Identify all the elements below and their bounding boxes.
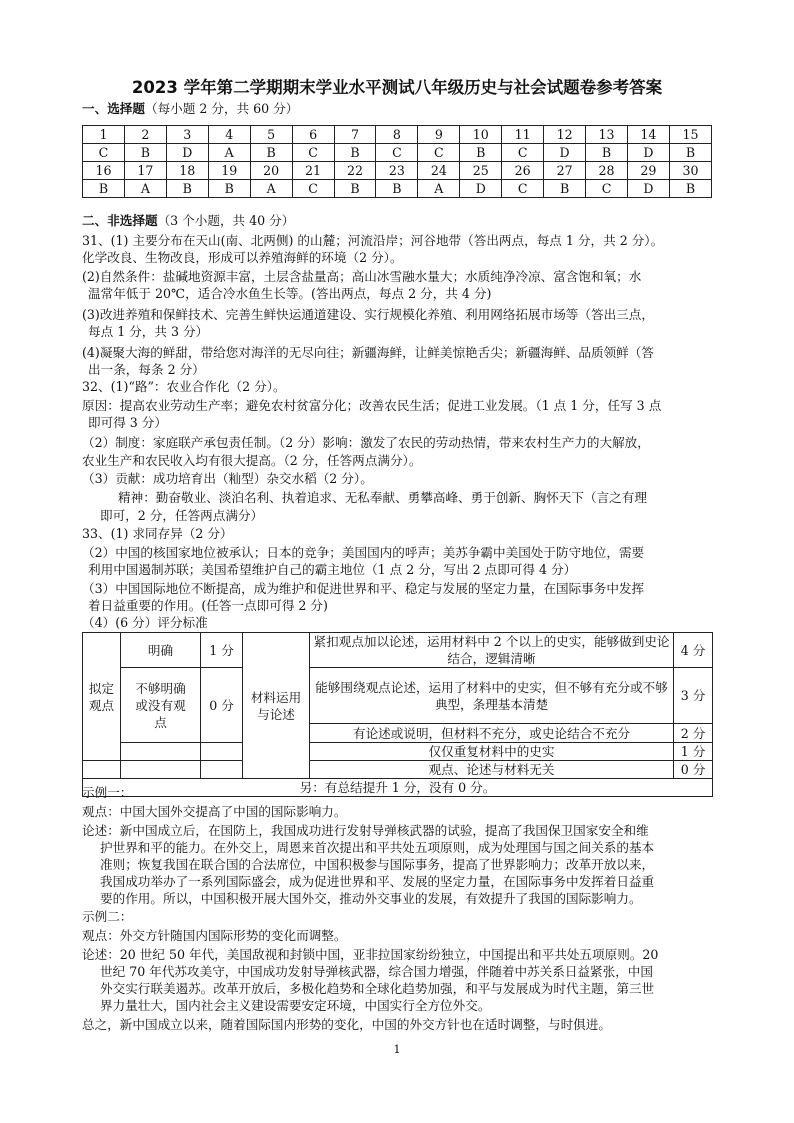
grid-cell: 15 <box>669 126 711 144</box>
grid-cell: B <box>83 180 125 198</box>
grid-cell: 29 <box>627 162 669 180</box>
level-text-cell: 仅仅重复材料中的史实 <box>310 743 674 761</box>
grid-cell: C <box>292 180 334 198</box>
example-line: 示例二： <box>82 909 133 924</box>
empty-cell <box>201 761 243 779</box>
grid-cell: 5 <box>250 126 292 144</box>
answer-line: 温常年低于 20℃，适合冷水鱼生长等。(答出两点，每点 2 分，共 4 分) <box>88 286 492 301</box>
page-number: 1 <box>393 1043 401 1056</box>
example-line: 我国成功举办了一系列国际盛会，成为促进世界和平、发展的坚定力量，在国际事务中发挥着日益重 <box>100 874 655 889</box>
grid-cell: A <box>250 180 292 198</box>
grid-cell: D <box>166 144 208 162</box>
grid-cell: 26 <box>502 162 544 180</box>
example-line: 观点：中国大国外交提高了中国的国际影响力。 <box>82 804 347 819</box>
clear-cell: 明确 <box>121 633 201 668</box>
unclear-cell <box>121 668 201 743</box>
grid-cell: B <box>334 180 376 198</box>
example-line: 论述：新中国成立后，在国防上，我国成功进行发射导弹核武器的试验，提高了我国保卫国家安全和维 <box>82 823 649 838</box>
grid-row-numbers-1 <box>83 126 712 144</box>
grid-cell: 22 <box>334 162 376 180</box>
level-score-cell: 0 分 <box>674 761 713 779</box>
grid-cell: 10 <box>460 126 502 144</box>
level-text-cell: 能够围绕观点论述，运用了材料中的史实，但不够有充分或不够典型，条理基本清楚 <box>310 668 674 724</box>
level-text-cell: 紧扣观点加以论述，运用材料中 2 个以上的史实，能够做到史论结合，逻辑清晰 <box>310 633 674 668</box>
example-line: 示例一： <box>82 785 133 800</box>
example-line: 论述：20 世纪 50 年代，美国敌视和封锁中国，亚非拉国家纷纷独立，中国提出和平共处五项原则。20 <box>82 947 659 962</box>
answer-line: (4)凝聚大海的鲜甜，带给您对海洋的无尽向往；新疆海鲜，让鲜美惊艳舌尖；新疆海鲜、品质领鲜（答 <box>82 345 654 360</box>
clear-score-cell: 1 分 <box>201 633 243 668</box>
grid-cell: 11 <box>502 126 544 144</box>
grid-cell: B <box>669 144 711 162</box>
answer-line: 出一条，每条 2 分） <box>88 362 205 377</box>
grid-cell: C <box>502 180 544 198</box>
grid-cell: 1 <box>83 126 125 144</box>
grid-cell: B <box>250 144 292 162</box>
empty-cell <box>121 761 201 779</box>
material-label: 材料运用与论述 <box>250 689 302 722</box>
grid-cell: B <box>460 144 502 162</box>
answer-grid <box>82 125 712 198</box>
grid-cell: D <box>627 180 669 198</box>
grid-cell: 16 <box>83 162 125 180</box>
grid-cell: A <box>418 180 460 198</box>
grid-cell: D <box>544 144 586 162</box>
empty-cell <box>83 761 121 779</box>
answer-line: 利用中国遏制苏联；美国希望维护自己的霸主地位（1 点 2 分，写出 2 点即可得 4 分） <box>88 562 577 577</box>
grid-cell: C <box>376 144 418 162</box>
grid-cell: C <box>502 144 544 162</box>
grid-cell: 19 <box>208 162 250 180</box>
grid-cell: A <box>124 180 166 198</box>
grid-cell: B <box>586 144 628 162</box>
level-score-cell: 1 分 <box>674 743 713 761</box>
section2-note: （3 个小题，共 40 分） <box>157 213 295 228</box>
answer-line: 31、(1) 主要分布在天山(南、北两侧) 的山麓；河流沿岸；河谷地带（答出两点，每点 1 分，共 2 分）。 <box>82 233 664 248</box>
section1-heading: 一、选择题 <box>82 101 145 116</box>
grid-cell: 18 <box>166 162 208 180</box>
level-text-cell: 有论述或说明，但材料不充分，或史论结合不充分 <box>310 724 674 743</box>
section2-heading: 二、非选择题 <box>82 213 158 228</box>
answer-line: （3）中国国际地位不断提高，成为维护和促进世界和平、稳定与发展的坚定力量，在国际事务中发挥 <box>82 581 645 596</box>
empty-cell <box>121 743 201 761</box>
answer-line: （2）中国的核国家地位被承认；日本的竞争；美国国内的呼声；美苏争霸中美国处于防守地位，需要 <box>82 545 645 560</box>
answer-line: 农业生产和农民收入均有很大提高。（2 分，任答两点满分）。 <box>82 453 422 468</box>
grid-cell: C <box>292 144 334 162</box>
grid-row-answers-2 <box>83 180 712 198</box>
example-line: 外交实行联美遏苏。改革开放后，多极化趋势和全球化趋势加强，和平与发展成为时代主题，第三世 <box>100 981 655 996</box>
answer-line: (2)自然条件：盐碱地资源丰富，土层含盐量高；高山冰雪融水量大；水质纯净冷凉、富含饱和氧；水 <box>82 269 642 284</box>
example-line: 准则；恢复我国在联合国的合法席位，中国积极参与国际事务，提高了世界影响力；改革开放以来， <box>100 857 655 872</box>
answer-line: 即可，2 分，任答两点满分） <box>100 508 264 523</box>
answer-line: （4）(6 分）评分标准 <box>82 615 208 630</box>
grid-cell: C <box>418 144 460 162</box>
grid-cell: D <box>627 144 669 162</box>
grid-cell: 8 <box>376 126 418 144</box>
grid-cell: 25 <box>460 162 502 180</box>
grid-cell: B <box>166 180 208 198</box>
section1-heading-line <box>82 100 298 117</box>
grid-cell: 13 <box>586 126 628 144</box>
grid-cell: D <box>460 180 502 198</box>
grid-cell: C <box>83 144 125 162</box>
view-label: 拟定观点 <box>88 680 115 713</box>
grid-cell: A <box>208 144 250 162</box>
grid-cell: 4 <box>208 126 250 144</box>
answer-line: 精神：勤奋敬业、淡泊名利、执着追求、无私奉献、勇攀高峰、勇于创新、胸怀天下（言之有理 <box>118 490 647 505</box>
grid-cell: 21 <box>292 162 334 180</box>
level-text-cell: 观点、论述与材料无关 <box>310 761 674 779</box>
answer-line: (3)改进养殖和保鲜技术、完善生鲜快运通道建设、实行规模化养殖、利用网络拓展市场等（答出三点， <box>82 307 654 322</box>
answer-line: 即可得 3 分） <box>88 415 167 430</box>
answer-line: （3）贡献：成功培育出（籼型）杂交水稻（2 分）。 <box>82 471 373 486</box>
grid-cell: B <box>208 180 250 198</box>
grid-cell: 14 <box>627 126 669 144</box>
grid-cell: 20 <box>250 162 292 180</box>
grid-cell: 23 <box>376 162 418 180</box>
example-line: 总之，新中国成立以来，随着国际国内形势的变化，中国的外交方针也在适时调整，与时俱进。 <box>82 1017 611 1032</box>
material-label-cell <box>243 633 310 779</box>
level-score-cell: 3 分 <box>674 668 713 724</box>
grid-cell: B <box>376 180 418 198</box>
answer-line: 原因：提高农业劳动生产率；避免农村贫富分化；改善农民生活；促进工业发展。（1 点 1 分，任写 3 点 <box>82 398 662 413</box>
empty-cell <box>201 743 243 761</box>
example-line: 要的作用。所以，中国积极开展大国外交，推动外交事业的发展，有效提升了我国的国际影响力。 <box>100 891 642 906</box>
level-score-cell: 2 分 <box>674 724 713 743</box>
grid-row-numbers-2 <box>83 162 712 180</box>
scoring-criteria-table <box>82 632 713 797</box>
grid-cell: 2 <box>124 126 166 144</box>
answer-line: 32、(1)“路”：农业合作化（2 分）。 <box>82 379 286 394</box>
section1-note: （每小题 2 分，共 60 分） <box>144 101 299 116</box>
grid-cell: 28 <box>586 162 628 180</box>
view-label-cell <box>83 633 121 761</box>
grid-cell: 27 <box>544 162 586 180</box>
grid-row-answers-1 <box>83 144 712 162</box>
example-line: 观点：外交方针随国内国际形势的变化而调整。 <box>82 928 347 943</box>
grid-cell: 6 <box>292 126 334 144</box>
grid-cell: 24 <box>418 162 460 180</box>
level-score-cell: 4 分 <box>674 633 713 668</box>
grid-cell: 9 <box>418 126 460 144</box>
example-line: 世纪 70 年代苏攻美守，中国成功发射导弹核武器，综合国力增强，伴随着中苏关系日益紧张，中国 <box>100 964 653 979</box>
grid-cell: B <box>544 180 586 198</box>
grid-cell: 3 <box>166 126 208 144</box>
grid-cell: B <box>334 144 376 162</box>
answer-line: （2）制度：家庭联产承包责任制。（2 分）影响：激发了农民的劳动热情，带来农村生产力的大解放， <box>82 435 650 450</box>
unclear-label: 不够明确或没有观点 <box>135 680 186 730</box>
answer-line: 每点 1 分，共 3 分） <box>88 324 209 339</box>
answer-line: 着日益重要的作用。(任答一点即可得 2 分) <box>88 598 328 613</box>
grid-cell: B <box>124 144 166 162</box>
unclear-score-cell: 0 分 <box>201 668 243 743</box>
page-title: 2023 学年第二学期期末学业水平测试八年级历史与社会试题卷参考答案 <box>131 78 663 97</box>
answer-line: 化学改良、生物改良，形成可以养殖海鲜的环境（2 分）。 <box>82 250 403 265</box>
grid-cell: B <box>669 180 711 198</box>
example-line: 护世界和平的能力。在外交上，周恩来首次提出和平共处五项原则，成为处理国与国之间关系的基本 <box>100 840 655 855</box>
answer-line: 33、(1) 求同存异（2 分） <box>82 526 233 541</box>
bonus-cell: 另：有总结提升 1 分，没有 0 分。 <box>83 779 713 797</box>
grid-cell: 12 <box>544 126 586 144</box>
example-line: 界力量壮大，国内社会主义建设需要安定环境，中国实行全方位外交。 <box>100 998 491 1013</box>
section2-heading-line <box>82 212 294 229</box>
grid-cell: 30 <box>669 162 711 180</box>
grid-cell: 17 <box>124 162 166 180</box>
grid-cell: C <box>586 180 628 198</box>
grid-cell: 7 <box>334 126 376 144</box>
